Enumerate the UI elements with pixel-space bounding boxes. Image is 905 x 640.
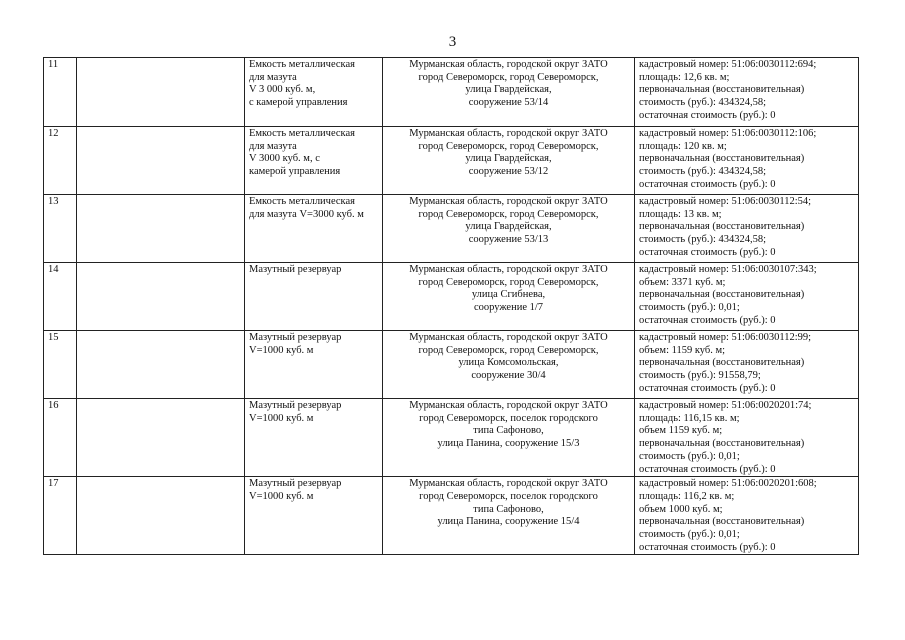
object-details: кадастровый номер: 51:06:0030112:694; площадь: 12,6 кв. м; первоначальная (восстановительная) стоимость (руб.): 434324,58; остаточная стоимость (руб.): 0 <box>635 58 859 127</box>
empty-cell <box>77 195 245 263</box>
row-number: 11 <box>44 58 77 127</box>
object-name: Мазутный резервуар V=1000 куб. м <box>245 477 383 555</box>
row-number: 13 <box>44 195 77 263</box>
table-row <box>44 127 859 195</box>
object-address: Мурманская область, городской округ ЗАТО город Североморск, поселок городского типа Сафоново, улица Панина, сооружение 15/3 <box>383 399 635 477</box>
object-address: Мурманская область, городской округ ЗАТО город Североморск, поселок городского типа Сафоново, улица Панина, сооружение 15/4 <box>383 477 635 555</box>
object-details: кадастровый номер: 51:06:0030107:343; объем: 3371 куб. м; первоначальная (восстановительная) стоимость (руб.): 0,01; остаточная стоимость (руб.): 0 <box>635 263 859 331</box>
object-details: кадастровый номер: 51:06:0020201:74; площадь: 116,15 кв. м; объем 1159 куб. м; первоначальная (восстановительная) стоимость (руб.): 0,01; остаточная стоимость (руб.): 0 <box>635 399 859 477</box>
object-details: кадастровый номер: 51:06:0030112:106; площадь: 120 кв. м; первоначальная (восстановительная) стоимость (руб.): 434324,58; остаточная стоимость (руб.): 0 <box>635 127 859 195</box>
object-details: кадастровый номер: 51:06:0020201:608; площадь: 116,2 кв. м; объем 1000 куб. м; первоначальная (восстановительная) стоимость (руб.): 0,01; остаточная стоимость (руб.): 0 <box>635 477 859 555</box>
object-name: Емкость металлическая для мазута V 3 000 куб. м, с камерой управления <box>245 58 383 127</box>
table-row <box>44 331 859 399</box>
empty-cell <box>77 477 245 555</box>
table-row <box>44 399 859 477</box>
row-number: 15 <box>44 331 77 399</box>
page-number: 3 <box>448 34 457 50</box>
table-row <box>44 477 859 555</box>
empty-cell <box>77 263 245 331</box>
object-address: Мурманская область, городской округ ЗАТО город Североморск, город Североморск, улица Гвардейская, сооружение 53/13 <box>383 195 635 263</box>
object-address: Мурманская область, городской округ ЗАТО город Североморск, город Североморск, улица Комсомольская, сооружение 30/4 <box>383 331 635 399</box>
row-number: 16 <box>44 399 77 477</box>
object-details: кадастровый номер: 51:06:0030112:54; площадь: 13 кв. м; первоначальная (восстановительная) стоимость (руб.): 434324,58; остаточная стоимость (руб.): 0 <box>635 195 859 263</box>
property-register-table <box>43 57 859 555</box>
object-name: Емкость металлическая для мазута V 3000 куб. м, с камерой управления <box>245 127 383 195</box>
object-address: Мурманская область, городской округ ЗАТО город Североморск, город Североморск, улица Сгибнева, сооружение 1/7 <box>383 263 635 331</box>
object-name: Мазутный резервуар V=1000 куб. м <box>245 331 383 399</box>
object-address: Мурманская область, городской округ ЗАТО город Североморск, город Североморск, улица Гвардейская, сооружение 53/14 <box>383 58 635 127</box>
object-name: Мазутный резервуар V=1000 куб. м <box>245 399 383 477</box>
row-number: 17 <box>44 477 77 555</box>
empty-cell <box>77 58 245 127</box>
object-address: Мурманская область, городской округ ЗАТО город Североморск, город Североморск, улица Гвардейская, сооружение 53/12 <box>383 127 635 195</box>
row-number: 12 <box>44 127 77 195</box>
table-row <box>44 263 859 331</box>
empty-cell <box>77 399 245 477</box>
empty-cell <box>77 127 245 195</box>
object-details: кадастровый номер: 51:06:0030112:99; объем: 1159 куб. м; первоначальная (восстановительная) стоимость (руб.): 91558,79; остаточная стоимость (руб.): 0 <box>635 331 859 399</box>
empty-cell <box>77 331 245 399</box>
object-name: Мазутный резервуар <box>245 263 383 331</box>
object-name: Емкость металлическая для мазута V=3000 куб. м <box>245 195 383 263</box>
row-number: 14 <box>44 263 77 331</box>
table-row <box>44 195 859 263</box>
table-row <box>44 58 859 127</box>
